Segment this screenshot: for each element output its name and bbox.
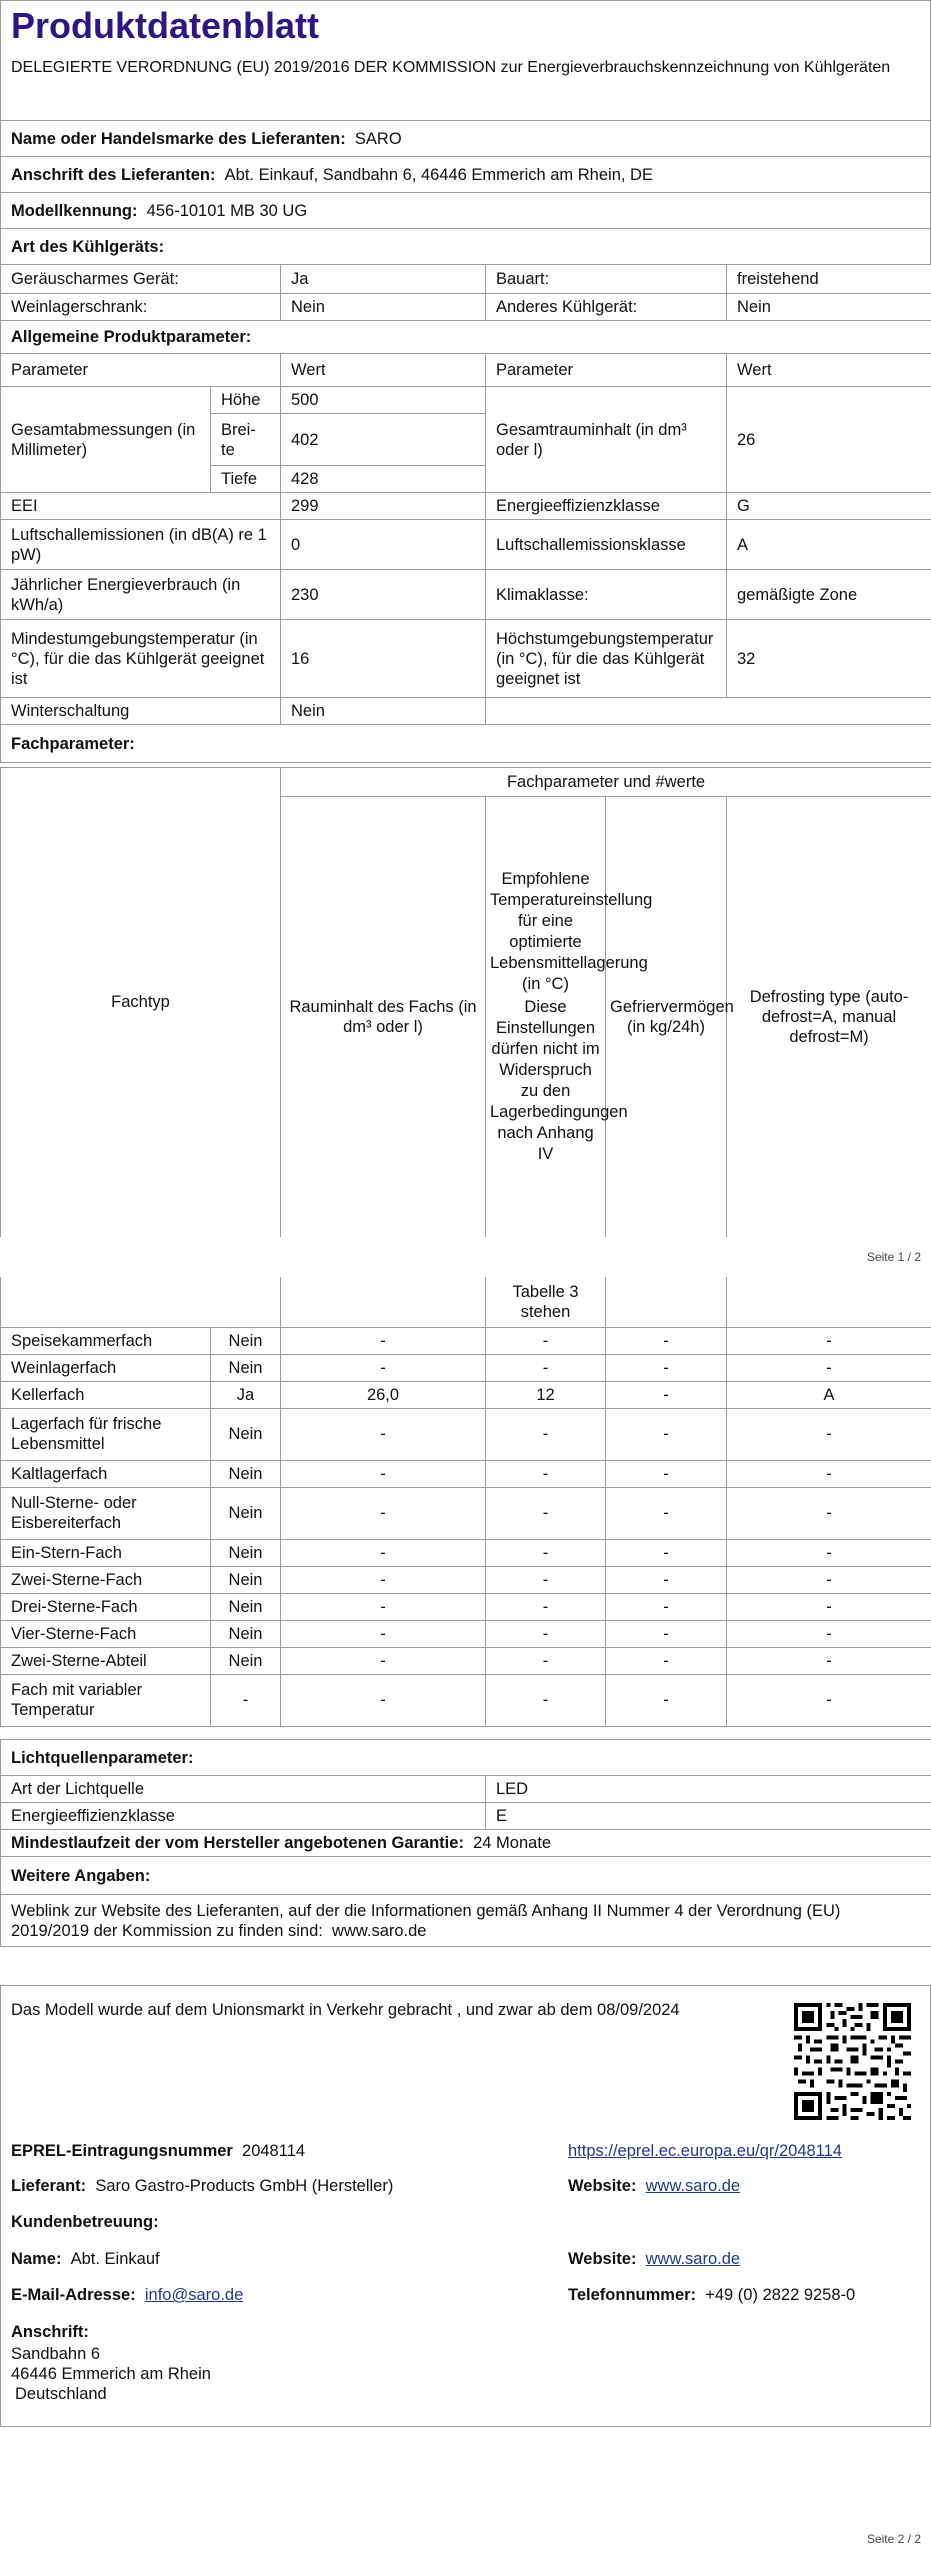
compartment-row	[1, 1593, 931, 1620]
compartment-temp: -	[486, 1593, 606, 1620]
noise-class-value: A	[727, 520, 931, 570]
compartment-name: Lagerfach für frische Lebensmittel	[1, 1408, 211, 1460]
col-volume: Rauminhalt des Fachs (in dm³ oder l)	[281, 797, 486, 1237]
wine-value: Nein	[281, 294, 486, 321]
light-table	[0, 1739, 931, 1947]
design-label: Bauart:	[486, 265, 727, 294]
wine-label: Weinlagerschrank:	[1, 294, 281, 321]
width-value: 402	[281, 414, 486, 466]
email-label: E-Mail-Adresse:	[11, 2286, 136, 2304]
height-label: Höhe	[211, 387, 281, 414]
email-row	[11, 2285, 243, 2305]
address-block	[11, 2344, 211, 2404]
supplier-row	[11, 2176, 393, 2196]
col-value2: Wert	[727, 354, 931, 387]
light-type-label: Art der Lichtquelle	[1, 1776, 486, 1803]
col-param: Parameter	[1, 354, 281, 387]
light-class-value: E	[486, 1803, 931, 1830]
compartments-heading: Fachparameter:	[1, 725, 931, 763]
model-id: 456-10101 MB 30 UG	[146, 201, 308, 220]
website2-label: Website:	[568, 2250, 637, 2268]
compartment-present: Nein	[211, 1460, 281, 1487]
compartment-volume: -	[281, 1539, 486, 1566]
device-type-table	[0, 264, 931, 354]
compartment-volume: -	[281, 1408, 486, 1460]
col-freeze: Gefriervermögen (in kg/24h)	[606, 797, 727, 1237]
noise-value: 0	[281, 520, 486, 570]
compartment-row	[1, 1674, 931, 1726]
volume-continued	[281, 1277, 486, 1327]
compartment-defrost: -	[727, 1593, 931, 1620]
eprel-label: EPREL-Eintragungsnummer	[11, 2142, 233, 2160]
col-temp-c: Tabelle 3 stehen	[486, 1277, 606, 1327]
weblink-row	[1, 1895, 931, 1947]
compartment-volume: -	[281, 1354, 486, 1381]
compartment-defrost: -	[727, 1354, 931, 1381]
compartment-name: Drei-Sterne-Fach	[1, 1593, 211, 1620]
compartment-defrost: -	[727, 1674, 931, 1726]
col-param2: Parameter	[486, 354, 727, 387]
website-label: Website:	[568, 2177, 637, 2195]
compartment-freeze: -	[606, 1647, 727, 1674]
compartment-defrost: -	[727, 1460, 931, 1487]
phone-label: Telefonnummer:	[568, 2286, 697, 2304]
compartment-freeze: -	[606, 1354, 727, 1381]
compartment-freeze: -	[606, 1674, 727, 1726]
compartment-row	[1, 1381, 931, 1408]
website2-row	[568, 2249, 740, 2269]
compartment-rows	[1, 1327, 931, 1726]
contact-name: Abt. Einkauf	[70, 2250, 160, 2268]
compartment-freeze: -	[606, 1460, 727, 1487]
light-heading: Lichtquellenparameter:	[1, 1740, 931, 1776]
defrost-continued	[727, 1277, 931, 1327]
col-type: Fachtyp	[1, 768, 281, 1237]
eff-class-label: Energieeffizienzklasse	[486, 493, 727, 520]
col-temp-a: Empfohlene Temperatureinstellung für eine optimierte Lebensmittellagerung (in °C)	[490, 869, 653, 993]
compartment-volume: -	[281, 1487, 486, 1539]
contact-name-row	[11, 2249, 160, 2269]
compartment-present: Nein	[211, 1408, 281, 1460]
regulation-text: DELEGIERTE VERORDNUNG (EU) 2019/2016 DER KOMMISSION zur Energieverbrauchskennzeichnung von Kühlgeräten	[1, 51, 931, 121]
supplier-name-row	[1, 121, 931, 157]
light-type-value: LED	[486, 1776, 931, 1803]
address-line1: Sandbahn 6	[11, 2345, 101, 2363]
group-header: Fachparameter und #werte	[281, 768, 931, 797]
compartment-defrost: -	[727, 1327, 931, 1354]
compartment-temp: -	[486, 1487, 606, 1539]
compartment-present: Nein	[211, 1354, 281, 1381]
consumption-value: 230	[281, 570, 486, 620]
phone-row	[568, 2285, 855, 2305]
page-footer-1: Seite 1 / 2	[866, 1250, 921, 1264]
compartment-present: Nein	[211, 1327, 281, 1354]
compartment-defrost: -	[727, 1566, 931, 1593]
compartment-temp: -	[486, 1647, 606, 1674]
model-row	[1, 193, 931, 229]
compartment-row	[1, 1539, 931, 1566]
compartment-name: Ein-Stern-Fach	[1, 1539, 211, 1566]
winter-label: Winterschaltung	[1, 698, 281, 725]
compartment-defrost: A	[727, 1381, 931, 1408]
compartment-volume: -	[281, 1327, 486, 1354]
supplier-address: Abt. Einkauf, Sandbahn 6, 46446 Emmerich am Rhein, DE	[224, 165, 653, 184]
compartment-volume: -	[281, 1620, 486, 1647]
winter-value: Nein	[281, 698, 486, 725]
eprel-link[interactable]: https://eprel.ec.europa.eu/qr/2048114	[568, 2142, 842, 2160]
noise-class-label: Luftschallemissionsklasse	[486, 520, 727, 570]
weblink-url[interactable]: www.saro.de	[332, 1921, 427, 1940]
compartment-name: Kaltlagerfach	[1, 1460, 211, 1487]
compartment-temp: -	[486, 1460, 606, 1487]
supplier-name-label: Name oder Handelsmarke des Lieferanten:	[11, 129, 346, 148]
empty-cell	[486, 698, 931, 725]
device-type-heading: Art des Kühlgeräts:	[1, 229, 931, 265]
address-line2: 46446 Emmerich am Rhein	[11, 2365, 211, 2383]
service-heading: Kundenbetreuung:	[11, 2213, 159, 2231]
website-row	[568, 2176, 740, 2196]
address-label: Anschrift:	[11, 2323, 89, 2341]
compartment-name: Vier-Sterne-Fach	[1, 1620, 211, 1647]
compartment-row	[1, 1566, 931, 1593]
compartment-defrost: -	[727, 1647, 931, 1674]
compartment-temp: -	[486, 1539, 606, 1566]
compartment-defrost: -	[727, 1539, 931, 1566]
compartment-name: Fach mit variabler Temperatur	[1, 1674, 211, 1726]
compartment-temp: 12	[486, 1381, 606, 1408]
climate-value: gemäßigte Zone	[727, 570, 931, 620]
compartment-name: Kellerfach	[1, 1381, 211, 1408]
datasheet-header	[0, 0, 931, 121]
compartment-defrost: -	[727, 1620, 931, 1647]
compartment-freeze: -	[606, 1487, 727, 1539]
compartment-volume: -	[281, 1674, 486, 1726]
phone-value: +49 (0) 2822 9258-0	[705, 2286, 856, 2304]
compartment-name: Zwei-Sterne-Fach	[1, 1566, 211, 1593]
compartment-defrost: -	[727, 1408, 931, 1460]
warranty-label: Mindestlaufzeit der vom Hersteller angebotenen Garantie:	[11, 1834, 464, 1852]
compartment-row	[1, 1408, 931, 1460]
contact-name-label: Name:	[11, 2250, 62, 2268]
freeze-continued	[606, 1277, 727, 1327]
compartment-row	[1, 1354, 931, 1381]
website-link[interactable]: www.saro.de	[645, 2177, 741, 2195]
market-info-box	[0, 1985, 931, 2427]
compartment-temp: -	[486, 1327, 606, 1354]
type-continued	[1, 1277, 281, 1327]
compartment-freeze: -	[606, 1408, 727, 1460]
compartment-volume: -	[281, 1647, 486, 1674]
compartment-temp: -	[486, 1674, 606, 1726]
low-noise-value: Ja	[281, 265, 486, 294]
compartment-present: Nein	[211, 1620, 281, 1647]
compartment-volume: -	[281, 1566, 486, 1593]
general-heading: Allgemeine Produktparameter:	[1, 321, 931, 354]
supplier-name: SARO	[354, 129, 402, 148]
model-label: Modellkennung:	[11, 201, 138, 220]
compartment-row	[1, 1460, 931, 1487]
supplier-table	[0, 120, 931, 265]
compartment-temp: -	[486, 1408, 606, 1460]
climate-label: Klimaklasse:	[486, 570, 727, 620]
eff-class-value: G	[727, 493, 931, 520]
website2-link[interactable]: www.saro.de	[645, 2250, 741, 2268]
other-label: Anderes Kühlgerät:	[486, 294, 727, 321]
compartment-freeze: -	[606, 1539, 727, 1566]
page-footer-2: Seite 2 / 2	[866, 2532, 921, 2546]
supplier-address-row	[1, 157, 931, 193]
consumption-label: Jährlicher Energieverbrauch (in kWh/a)	[1, 570, 281, 620]
volume-value: 26	[727, 387, 931, 493]
email-link[interactable]: info@saro.de	[144, 2286, 244, 2304]
compartment-row	[1, 1620, 931, 1647]
compartment-temp: -	[486, 1620, 606, 1647]
max-temp-label: Höchstumgebungstemperatur (in °C), für die das Kühlgerät geeignet ist	[486, 620, 727, 698]
compartment-freeze: -	[606, 1620, 727, 1647]
compartment-row	[1, 1487, 931, 1539]
compartment-freeze: -	[606, 1381, 727, 1408]
compartment-temp: -	[486, 1354, 606, 1381]
eei-value: 299	[281, 493, 486, 520]
eprel-number: 2048114	[242, 2142, 306, 2160]
weblink-text: Weblink zur Website des Lieferanten, auf der die Informationen gemäß Anhang II Nummer 4 der Verordnung (EU) 2019/2019 der Kommission zu finden sind:	[11, 1901, 841, 1940]
page-title: Produktdatenblatt	[1, 1, 931, 51]
min-temp-label: Mindestumgebungstemperatur (in °C), für die das Kühlgerät geeignet ist	[1, 620, 281, 698]
col-temp	[486, 797, 653, 1237]
compartments-header-table	[0, 767, 931, 1237]
low-noise-label: Geräuscharmes Gerät:	[1, 265, 281, 294]
further-heading: Weitere Angaben:	[1, 1857, 931, 1895]
compartment-name: Speisekammerfach	[1, 1327, 211, 1354]
compartment-row	[1, 1327, 931, 1354]
qr-code-icon[interactable]	[794, 2003, 911, 2120]
other-value: Nein	[727, 294, 931, 321]
design-value: freistehend	[727, 265, 931, 294]
supplier-value: Saro Gastro-Products GmbH (Hersteller)	[95, 2177, 394, 2195]
dims-label: Gesamtabmessungen (in Millimeter)	[1, 387, 211, 493]
volume-label: Gesamtrauminhalt (in dm³ oder l)	[486, 387, 727, 493]
compartment-freeze: -	[606, 1566, 727, 1593]
eprel-row	[11, 2141, 305, 2161]
warranty-row	[1, 1830, 931, 1857]
compartment-name: Weinlagerfach	[1, 1354, 211, 1381]
general-params-table	[0, 353, 931, 763]
compartment-name: Null-Sterne- oder Eisbereiterfach	[1, 1487, 211, 1539]
compartment-volume: 26,0	[281, 1381, 486, 1408]
compartments-table	[0, 1277, 931, 1727]
supplier-address-label: Anschrift des Lieferanten:	[11, 165, 216, 184]
supplier-label: Lieferant:	[11, 2177, 87, 2195]
col-defrost: Defrosting type (auto-defrost=A, manual defrost=M)	[727, 797, 931, 1237]
compartment-defrost: -	[727, 1487, 931, 1539]
compartment-present: Nein	[211, 1593, 281, 1620]
light-class-label: Energieeffizienzklasse	[1, 1803, 486, 1830]
compartment-present: Nein	[211, 1539, 281, 1566]
depth-value: 428	[281, 466, 486, 493]
compartment-freeze: -	[606, 1327, 727, 1354]
compartment-present: Ja	[211, 1381, 281, 1408]
compartment-present: Nein	[211, 1647, 281, 1674]
compartment-present: -	[211, 1674, 281, 1726]
col-temp-b: Diese Einstellungen dürfen nicht im Widerspruch zu den Lagerbedingungen nach Anhang IV	[490, 997, 628, 1163]
market-text: Das Modell wurde auf dem Unionsmarkt in Verkehr gebracht , und zwar ab dem 08/09/2024	[11, 2001, 680, 2019]
width-label: Brei- te	[211, 414, 281, 466]
compartment-name: Zwei-Sterne-Abteil	[1, 1647, 211, 1674]
warranty-value: 24 Monate	[473, 1834, 552, 1852]
height-value: 500	[281, 387, 486, 414]
min-temp-value: 16	[281, 620, 486, 698]
max-temp-value: 32	[727, 620, 931, 698]
compartment-present: Nein	[211, 1487, 281, 1539]
compartment-temp: -	[486, 1566, 606, 1593]
compartment-volume: -	[281, 1593, 486, 1620]
col-value: Wert	[281, 354, 486, 387]
address-line3: Deutschland	[15, 2385, 107, 2403]
noise-label: Luftschallemissionen (in dB(A) re 1 pW)	[1, 520, 281, 570]
eei-label: EEI	[1, 493, 281, 520]
depth-label: Tiefe	[211, 466, 281, 493]
compartment-volume: -	[281, 1460, 486, 1487]
compartment-row	[1, 1647, 931, 1674]
compartment-freeze: -	[606, 1593, 727, 1620]
compartment-present: Nein	[211, 1566, 281, 1593]
